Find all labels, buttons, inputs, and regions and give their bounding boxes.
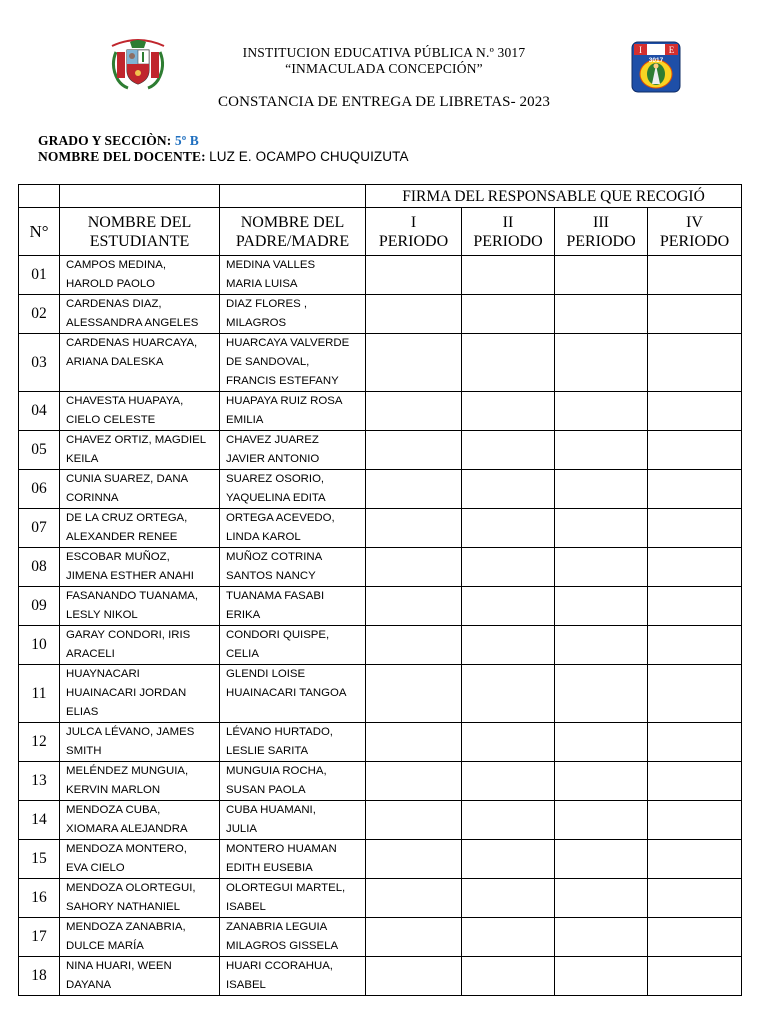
signature-cell-period-4[interactable]: [648, 295, 742, 334]
signature-cell-period-4[interactable]: [648, 587, 742, 626]
period-3-label: PERIODO: [566, 232, 636, 250]
col-student-header-line2: ESTUDIANTE: [89, 232, 190, 250]
signature-cell-period-1[interactable]: [366, 879, 462, 918]
signature-cell-period-1[interactable]: [366, 957, 462, 996]
parent-name-line: MONTERO HUAMAN: [226, 843, 337, 855]
blank-cell: [60, 185, 220, 208]
student-name-line: LESLY NIKOL: [66, 609, 138, 621]
parent-name-line: HUARCAYA VALVERDE: [226, 337, 350, 349]
period-2-header: [462, 208, 555, 256]
parent-name-line: ORTEGA ACEVEDO,: [226, 512, 335, 524]
signature-cell-period-2[interactable]: [462, 801, 555, 840]
row-number: 06: [19, 470, 60, 509]
signature-cell-period-2[interactable]: [462, 295, 555, 334]
signature-cell-period-3[interactable]: [555, 587, 648, 626]
signature-cell-period-3[interactable]: [555, 957, 648, 996]
parent-name-cell: [220, 587, 366, 626]
blank-cell: [19, 185, 60, 208]
table-row: [19, 879, 742, 918]
parent-name-line: FRANCIS ESTEFANY: [226, 375, 339, 387]
signature-header: FIRMA DEL RESPONSABLE QUE RECOGIÓ: [366, 185, 742, 208]
period-3-header: [555, 208, 648, 256]
parent-name-cell: [220, 509, 366, 548]
student-name-line: MENDOZA CUBA,: [66, 804, 161, 816]
signature-cell-period-2[interactable]: [462, 587, 555, 626]
parent-name-line: ZANABRIA LEGUIA: [226, 921, 328, 933]
signature-cell-period-1[interactable]: [366, 431, 462, 470]
parent-name-line: GLENDI LOISE: [226, 668, 306, 680]
column-header-row: [19, 208, 742, 256]
parent-name-cell: [220, 548, 366, 587]
period-1-header: [366, 208, 462, 256]
grade-label: GRADO Y SECCIÒN:: [38, 133, 172, 148]
signature-cell-period-3[interactable]: [555, 431, 648, 470]
student-name-cell: [60, 587, 220, 626]
student-name-line: SAHORY NATHANIEL: [66, 901, 180, 913]
parent-name-cell: [220, 334, 366, 392]
signature-cell-period-2[interactable]: [462, 392, 555, 431]
student-name-line: NINA HUARI, WEEN: [66, 960, 172, 972]
parent-name-line: MILAGROS GISSELA: [226, 940, 339, 952]
table-row: [19, 840, 742, 879]
parent-name-line: ERIKA: [226, 609, 261, 621]
parent-name-line: ISABEL: [226, 901, 266, 913]
period-1-numeral: I: [410, 213, 417, 231]
student-name-line: HAROLD PAOLO: [66, 278, 156, 290]
col-student-header: [60, 208, 220, 256]
parent-name-cell: [220, 723, 366, 762]
signature-cell-period-4[interactable]: [648, 723, 742, 762]
signature-cell-period-4[interactable]: [648, 256, 742, 295]
student-name-cell: [60, 801, 220, 840]
student-name-line: MENDOZA MONTERO,: [66, 843, 187, 855]
parent-name-line: EMILIA: [226, 414, 264, 426]
parent-name-cell: [220, 431, 366, 470]
student-name-cell: [60, 256, 220, 295]
col-student-header-line1: NOMBRE DEL: [87, 213, 192, 231]
signature-cell-period-4[interactable]: [648, 879, 742, 918]
signature-cell-period-4[interactable]: [648, 470, 742, 509]
parent-name-cell: [220, 957, 366, 996]
student-name-line: ARIANA DALESKA: [66, 356, 164, 368]
parent-name-cell: [220, 801, 366, 840]
student-name-cell: [60, 762, 220, 801]
student-name-cell: [60, 392, 220, 431]
signature-cell-period-2[interactable]: [462, 470, 555, 509]
table-row: [19, 392, 742, 431]
col-parent-header-line2: PADRE/MADRE: [235, 232, 350, 250]
row-number: 18: [19, 957, 60, 996]
signature-cell-period-1[interactable]: [366, 295, 462, 334]
parent-name-line: TUANAMA FASABI: [226, 590, 325, 602]
signature-cell-period-1[interactable]: [366, 723, 462, 762]
parent-name-cell: [220, 392, 366, 431]
student-name-line: ELIAS: [66, 706, 99, 718]
table-row: [19, 548, 742, 587]
row-number: 03: [19, 334, 60, 392]
period-4-header: [648, 208, 742, 256]
parent-name-line: SUAREZ OSORIO,: [226, 473, 325, 485]
student-name-line: SMITH: [66, 745, 102, 757]
signature-cell-period-2[interactable]: [462, 762, 555, 801]
teacher-label: NOMBRE DEL DOCENTE:: [38, 149, 206, 164]
parent-name-cell: [220, 840, 366, 879]
signature-cell-period-1[interactable]: [366, 626, 462, 665]
student-name-line: JULCA LÉVANO, JAMES: [66, 726, 195, 738]
row-number: 17: [19, 918, 60, 957]
parent-name-cell: [220, 665, 366, 723]
signature-cell-period-4[interactable]: [648, 840, 742, 879]
table-row: [19, 470, 742, 509]
parent-name-cell: [220, 295, 366, 334]
row-number: 05: [19, 431, 60, 470]
signature-cell-period-3[interactable]: [555, 509, 648, 548]
student-name-cell: [60, 295, 220, 334]
parent-name-cell: [220, 879, 366, 918]
table-row: [19, 762, 742, 801]
signature-cell-period-3[interactable]: [555, 548, 648, 587]
table-row: [19, 256, 742, 295]
student-name-cell: [60, 840, 220, 879]
student-name-line: FASANANDO TUANAMA,: [66, 590, 199, 602]
teacher-value: LUZ E. OCAMPO CHUQUIZUTA: [209, 149, 409, 164]
student-name-cell: [60, 431, 220, 470]
student-name-line: KERVIN MARLON: [66, 784, 161, 796]
signature-cell-period-3[interactable]: [555, 334, 648, 392]
parent-name-line: LESLIE SARITA: [226, 745, 309, 757]
signature-cell-period-2[interactable]: [462, 431, 555, 470]
parent-name-line: HUAPAYA RUIZ ROSA: [226, 395, 343, 407]
row-number: 01: [19, 256, 60, 295]
student-name-line: JIMENA ESTHER ANAHI: [66, 570, 194, 582]
grade-section-line: [38, 133, 199, 149]
blank-cell: [220, 185, 366, 208]
table-row: [19, 626, 742, 665]
student-name-line: GARAY CONDORI, IRIS: [66, 629, 191, 641]
student-name-cell: [60, 548, 220, 587]
row-number: 02: [19, 295, 60, 334]
student-name-line: CAMPOS MEDINA,: [66, 259, 166, 271]
signature-cell-period-3[interactable]: [555, 723, 648, 762]
signature-cell-period-1[interactable]: [366, 840, 462, 879]
parent-name-cell: [220, 256, 366, 295]
document-title: CONSTANCIA DE ENTREGA DE LIBRETAS- 2023: [218, 94, 550, 110]
parent-name-line: HUARI CCORAHUA,: [226, 960, 333, 972]
student-name-cell: [60, 918, 220, 957]
parent-name-line: MILAGROS: [226, 317, 287, 329]
parent-name-line: JULIA: [226, 823, 258, 835]
student-name-line: MENDOZA ZANABRIA,: [66, 921, 186, 933]
parent-name-line: MUÑOZ COTRINA: [226, 551, 323, 563]
parent-name-line: SUSAN PAOLA: [226, 784, 306, 796]
signature-cell-period-1[interactable]: [366, 334, 462, 392]
institution-subtitle: “INMACULADA CONCEPCIÓN”: [285, 61, 483, 76]
parent-name-line: MARIA LUISA: [226, 278, 298, 290]
table-row: [19, 334, 742, 392]
signature-cell-period-3[interactable]: [555, 470, 648, 509]
parent-name-line: EDITH EUSEBIA: [226, 862, 313, 874]
signature-cell-period-4[interactable]: [648, 626, 742, 665]
parent-name-line: CONDORI QUISPE,: [226, 629, 330, 641]
signature-cell-period-3[interactable]: [555, 918, 648, 957]
period-3-numeral: III: [593, 213, 609, 231]
signature-cell-period-4[interactable]: [648, 918, 742, 957]
student-name-line: ESCOBAR MUÑOZ,: [66, 551, 170, 563]
student-name-cell: [60, 665, 220, 723]
table-row: [19, 801, 742, 840]
table-row: [19, 723, 742, 762]
period-2-label: PERIODO: [473, 232, 543, 250]
period-4-label: PERIODO: [659, 232, 730, 250]
table-row: [19, 918, 742, 957]
table-row: [19, 509, 742, 548]
parent-name-line: MEDINA VALLES: [226, 259, 316, 271]
student-name-cell: [60, 626, 220, 665]
table-row: [19, 957, 742, 996]
student-name-line: ARACELI: [66, 648, 115, 660]
signature-cell-period-2[interactable]: [462, 879, 555, 918]
badge-letter-i: I: [639, 45, 642, 55]
period-4-numeral: IV: [686, 213, 703, 231]
row-number: 07: [19, 509, 60, 548]
parent-name-line: LINDA KAROL: [226, 531, 301, 543]
signature-cell-period-3[interactable]: [555, 256, 648, 295]
signature-cell-period-1[interactable]: [366, 548, 462, 587]
student-name-line: MELÉNDEZ MUNGUIA,: [66, 765, 189, 777]
signature-cell-period-1[interactable]: [366, 762, 462, 801]
signature-cell-period-2[interactable]: [462, 334, 555, 392]
signature-cell-period-4[interactable]: [648, 957, 742, 996]
signature-cell-period-4[interactable]: [648, 801, 742, 840]
student-name-line: HUAYNACARI: [66, 668, 140, 680]
student-name-line: ALESSANDRA ANGELES: [66, 317, 199, 329]
signature-cell-period-3[interactable]: [555, 392, 648, 431]
row-number: 10: [19, 626, 60, 665]
col-parent-header: [220, 208, 366, 256]
row-number: 04: [19, 392, 60, 431]
signature-cell-period-2[interactable]: [462, 626, 555, 665]
signature-cell-period-2[interactable]: [462, 548, 555, 587]
signature-cell-period-1[interactable]: [366, 665, 462, 723]
signature-cell-period-3[interactable]: [555, 762, 648, 801]
row-number: 08: [19, 548, 60, 587]
parent-name-line: DIAZ FLORES ,: [226, 298, 308, 310]
student-name-cell: [60, 509, 220, 548]
signature-cell-period-1[interactable]: [366, 801, 462, 840]
student-name-cell: [60, 879, 220, 918]
signature-cell-period-1[interactable]: [366, 587, 462, 626]
signature-cell-period-4[interactable]: [648, 392, 742, 431]
period-2-numeral: II: [502, 213, 514, 231]
signature-cell-period-2[interactable]: [462, 957, 555, 996]
student-name-line: XIOMARA ALEJANDRA: [66, 823, 188, 835]
signature-cell-period-4[interactable]: [648, 762, 742, 801]
row-number: 13: [19, 762, 60, 801]
row-number: 14: [19, 801, 60, 840]
student-name-line: DULCE MARÍA: [66, 940, 144, 952]
parent-name-line: DE SANDOVAL,: [226, 356, 310, 368]
row-number: 11: [19, 665, 60, 723]
row-number: 09: [19, 587, 60, 626]
table-row: [19, 665, 742, 723]
signature-cell-period-4[interactable]: [648, 334, 742, 392]
signature-cell-period-3[interactable]: [555, 879, 648, 918]
col-number-header: N°: [19, 208, 60, 256]
parent-name-line: CHAVEZ JUAREZ: [226, 434, 319, 446]
signature-cell-period-4[interactable]: [648, 431, 742, 470]
badge-letter-e: E: [668, 45, 675, 55]
grade-value: 5º B: [174, 133, 199, 148]
teacher-line: [38, 149, 409, 165]
student-name-line: CARDENAS DIAZ,: [66, 298, 162, 310]
student-name-line: DAYANA: [66, 979, 112, 991]
parent-name-line: JAVIER ANTONIO: [226, 453, 320, 465]
badge-number: 3017: [648, 57, 664, 64]
parent-name-line: HUAINACARI TANGOA: [226, 687, 347, 699]
signature-cell-period-1[interactable]: [366, 256, 462, 295]
student-name-line: CUNIA SUAREZ, DANA: [66, 473, 189, 485]
row-number: 16: [19, 879, 60, 918]
student-name-line: CHAVEZ ORTIZ, MAGDIEL: [66, 434, 207, 446]
student-name-cell: [60, 334, 220, 392]
student-name-line: CORINNA: [66, 492, 119, 504]
student-name-line: KEILA: [66, 453, 99, 465]
parent-name-line: CELIA: [226, 648, 259, 660]
student-name-line: HUAINACARI JORDAN: [66, 687, 187, 699]
signature-cell-period-1[interactable]: [366, 509, 462, 548]
table-row: [19, 431, 742, 470]
signature-cell-period-1[interactable]: [366, 392, 462, 431]
signature-cell-period-2[interactable]: [462, 509, 555, 548]
signature-cell-period-4[interactable]: [648, 548, 742, 587]
row-number: 15: [19, 840, 60, 879]
student-name-line: MENDOZA OLORTEGUI,: [66, 882, 196, 894]
student-name-cell: [60, 723, 220, 762]
signature-cell-period-2[interactable]: [462, 918, 555, 957]
table-row: [19, 295, 742, 334]
period-1-label: PERIODO: [378, 232, 449, 250]
parent-name-line: ISABEL: [226, 979, 266, 991]
parent-name-line: MUNGUIA ROCHA,: [226, 765, 327, 777]
table-row: [19, 587, 742, 626]
parent-name-cell: [220, 626, 366, 665]
student-name-line: CIELO CELESTE: [66, 414, 156, 426]
parent-name-line: SANTOS NANCY: [226, 570, 316, 582]
student-name-line: EVA CIELO: [66, 862, 125, 874]
signature-cell-period-1[interactable]: [366, 918, 462, 957]
signature-cell-period-4[interactable]: [648, 509, 742, 548]
signature-cell-period-3[interactable]: [555, 626, 648, 665]
parent-name-cell: [220, 762, 366, 801]
student-name-line: CARDENAS HUARCAYA,: [66, 337, 198, 349]
institution-name: INSTITUCION EDUCATIVA PÚBLICA N.º 3017: [242, 45, 526, 60]
student-name-line: CHAVESTA HUAPAYA,: [66, 395, 184, 407]
student-name-line: ALEXANDER RENEE: [66, 531, 178, 543]
parent-name-line: OLORTEGUI MARTEL,: [226, 882, 346, 894]
signature-cell-period-1[interactable]: [366, 470, 462, 509]
signature-cell-period-2[interactable]: [462, 256, 555, 295]
signature-cell-period-2[interactable]: [462, 665, 555, 723]
signature-cell-period-3[interactable]: [555, 840, 648, 879]
parent-name-line: YAQUELINA EDITA: [226, 492, 326, 504]
signature-cell-period-3[interactable]: [555, 801, 648, 840]
delivery-table: [18, 184, 742, 996]
parent-name-line: CUBA HUAMANI,: [226, 804, 316, 816]
signature-cell-period-2[interactable]: [462, 723, 555, 762]
student-name-cell: [60, 470, 220, 509]
parent-name-cell: [220, 470, 366, 509]
student-name-cell: [60, 957, 220, 996]
parent-name-line: LÉVANO HURTADO,: [226, 726, 333, 738]
student-name-line: DE LA CRUZ ORTEGA,: [66, 512, 188, 524]
col-parent-header-line1: NOMBRE DEL: [240, 213, 345, 231]
row-number: 12: [19, 723, 60, 762]
signature-cell-period-3[interactable]: [555, 665, 648, 723]
signature-header-row: [19, 185, 742, 208]
parent-name-cell: [220, 918, 366, 957]
signature-cell-period-2[interactable]: [462, 840, 555, 879]
signature-cell-period-4[interactable]: [648, 665, 742, 723]
signature-cell-period-3[interactable]: [555, 295, 648, 334]
